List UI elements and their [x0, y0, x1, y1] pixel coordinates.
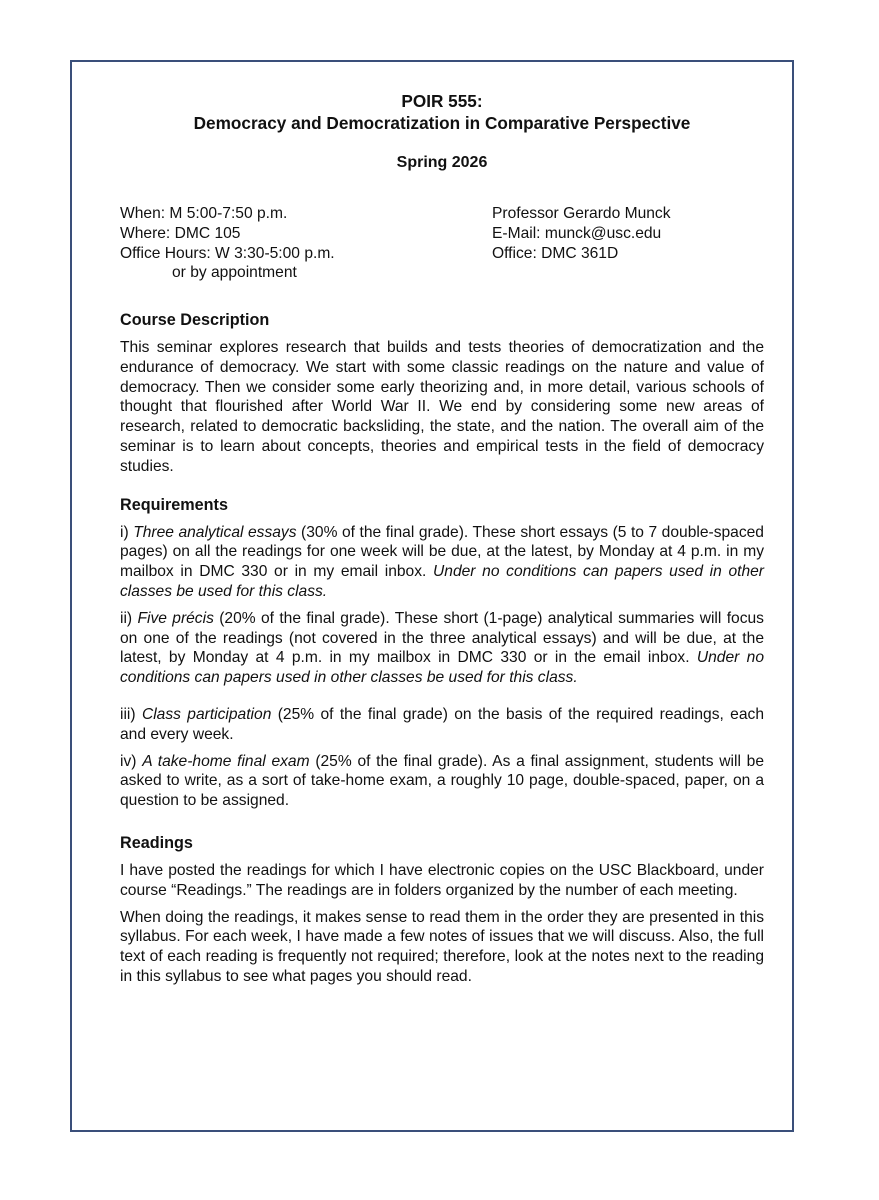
- office-hours-alt: or by appointment: [172, 264, 297, 282]
- syllabus-page: [70, 60, 794, 1132]
- requirement-label: Class participation: [141, 705, 272, 723]
- requirement-item: [120, 609, 764, 688]
- course-title: Democracy and Democratization in Comparative Perspective: [193, 113, 691, 133]
- requirement-body: (25% of the final grade). As a final assignment, students will be asked to write, as a sort of take-home exam, a roughly 10 page, double-spaced, paper, on a question to be assigned.: [120, 752, 764, 810]
- requirement-label: Three analytical essays: [133, 523, 297, 541]
- requirements-heading: Requirements: [120, 495, 228, 514]
- office-hours: Office Hours: W 3:30-5:00 p.m.: [120, 244, 335, 262]
- readings-section: [120, 833, 764, 987]
- requirements-section: [120, 495, 764, 811]
- requirement-body: (30% of the final grade). These short essays (5 to 7 double-spaced pages) on all the readings for one week will be due, at the latest, by Monday at 4 p.m. in my mailbox in DMC 330 or in my email inbox.: [120, 523, 764, 581]
- requirement-item: [120, 705, 764, 745]
- requirement-item: [120, 523, 764, 602]
- professor-email: E-Mail: munck@usc.edu: [492, 224, 662, 242]
- professor-name: Professor Gerardo Munck: [492, 205, 671, 222]
- schedule-info: [120, 204, 335, 283]
- requirement-prefix: iv): [120, 752, 143, 770]
- requirement-body: (25% of the final grade) on the basis of the required readings, each and every week.: [120, 705, 764, 743]
- requirement-prefix: ii): [120, 609, 138, 627]
- readings-heading: Readings: [120, 833, 193, 852]
- requirement-note: Under no conditions can papers used in other classes be used for this class.: [120, 649, 764, 687]
- requirement-item: [120, 752, 764, 811]
- requirement-note: Under no conditions can papers used in other classes be used for this class.: [120, 563, 764, 600]
- requirement-prefix: i): [120, 523, 134, 541]
- requirement-label: Five précis: [137, 609, 214, 627]
- requirement-body: (20% of the final grade). These short (1-page) analytical summaries will focus on one of the readings (not covered in the three analytical essays) and will be due, at the latest, by Monday at 4 p.m. in my mailbox in DMC 330 or in the email inbox.: [120, 609, 764, 667]
- meeting-location: Where: DMC 105: [120, 224, 241, 242]
- course-description-heading: Course Description: [120, 311, 270, 329]
- course-description-body: This seminar explores research that builds and tests theories of democratization and the endurance of democracy. We start with some classic readings on the nature and value of democracy. Then we consider some early theorizing and, in more detail, various schools of thought that flourished after World War II. We end by considering some new areas of research, related to democratic backsliding, the state, and the nation. The overall aim of the seminar is to learn about concepts, theories and empirical tests in the field of democracy studies.: [120, 339, 764, 475]
- course-info: [120, 204, 764, 288]
- course-description-section: [120, 310, 764, 477]
- readings-paragraph: I have posted the readings for which I have electronic copies on the USC Blackboard, under course “Readings.” The readings are in folders organized by the number of each meeting.: [120, 861, 764, 899]
- course-code: POIR 555:: [401, 91, 483, 111]
- readings-paragraph: When doing the readings, it makes sense to read them in the order they are presented in this syllabus. For each week, I have made a few notes of issues that we will discuss. Also, the full text of each reading is frequently not required; therefore, look at the notes next to the reading in this syllabus to see what pages you should read.: [120, 908, 764, 985]
- instructor-info: [492, 204, 671, 263]
- title-block: [120, 90, 764, 174]
- requirement-label: A take-home final exam: [142, 752, 310, 770]
- requirement-prefix: iii): [120, 705, 142, 723]
- meeting-time: When: M 5:00-7:50 p.m.: [120, 205, 288, 222]
- professor-office: Office: DMC 361D: [492, 244, 619, 262]
- syllabus-content: [120, 90, 764, 987]
- semester: Spring 2026: [396, 154, 488, 171]
